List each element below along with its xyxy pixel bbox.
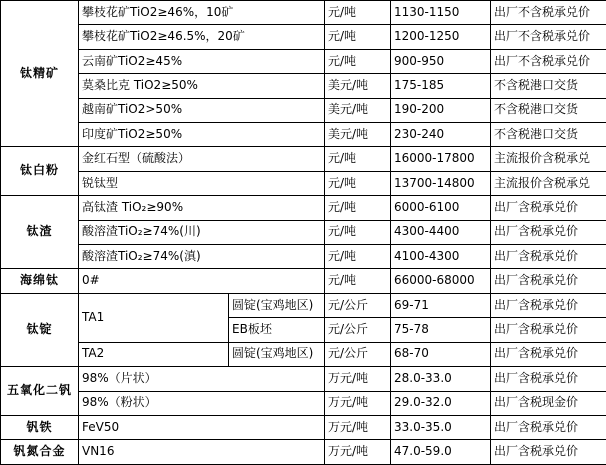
unit-cell: 万元/吨 [325, 391, 391, 415]
price-cell: 900-950 [391, 49, 491, 73]
product-subname: EB板坯 [229, 318, 325, 342]
price-cell: 175-185 [391, 74, 491, 98]
table-row [1, 25, 606, 49]
table-row [1, 196, 606, 220]
note-cell: 出厂含税承兑价 [491, 293, 606, 317]
note-cell: 出厂含税承兑价 [491, 440, 606, 465]
table-row [1, 391, 606, 415]
note-cell: 主流报价含税承兑 [491, 147, 606, 171]
unit-cell: 元/吨 [325, 25, 391, 49]
unit-cell: 元/吨 [325, 245, 391, 269]
price-cell: 6000-6100 [391, 196, 491, 220]
price-table-body [1, 1, 606, 465]
unit-cell: 元/吨 [325, 220, 391, 244]
product-subname: 圆锭(宝鸡地区) [229, 342, 325, 366]
table-row [1, 1, 606, 25]
unit-cell: 元/吨 [325, 49, 391, 73]
price-cell: 1200-1250 [391, 25, 491, 49]
unit-cell: 美元/吨 [325, 123, 391, 147]
table-row [1, 342, 606, 366]
product-name: 高钛渣 TiO₂≥90% [79, 196, 325, 220]
price-cell: 16000-17800 [391, 147, 491, 171]
product-name: 云南矿TiO2≥45% [79, 49, 325, 73]
note-cell: 不含税港口交货 [491, 98, 606, 122]
unit-cell: 元/公斤 [325, 342, 391, 366]
product-name: 98%（粉状） [79, 391, 325, 415]
unit-cell: 元/吨 [325, 171, 391, 195]
product-name: 98%（片状） [79, 367, 325, 391]
unit-cell: 元/公斤 [325, 318, 391, 342]
price-cell: 47.0-59.0 [391, 440, 491, 465]
note-cell: 出厂含税承兑价 [491, 415, 606, 439]
product-subname: 圆锭(宝鸡地区) [229, 293, 325, 317]
product-name: 印度矿TiO2≥50% [79, 123, 325, 147]
table-row [1, 245, 606, 269]
note-cell: 出厂含税承兑价 [491, 318, 606, 342]
table-row [1, 123, 606, 147]
product-name: 攀枝花矿TiO2≥46.5%，20矿 [79, 25, 325, 49]
table-row [1, 415, 606, 439]
note-cell: 出厂含税承兑价 [491, 269, 606, 293]
note-cell: 不含税港口交货 [491, 123, 606, 147]
unit-cell: 万元/吨 [325, 415, 391, 439]
table-row [1, 440, 606, 465]
category-cell: 钛白粉 [1, 147, 79, 196]
unit-cell: 美元/吨 [325, 74, 391, 98]
product-name: 酸溶渣TiO₂≥74%(川) [79, 220, 325, 244]
note-cell: 出厂含税承兑价 [491, 245, 606, 269]
price-cell: 28.0-33.0 [391, 367, 491, 391]
price-cell: 1130-1150 [391, 1, 491, 25]
price-cell: 75-78 [391, 318, 491, 342]
note-cell: 出厂含税承兑价 [491, 367, 606, 391]
note-cell: 出厂含税承兑价 [491, 196, 606, 220]
note-cell: 出厂含税承兑价 [491, 342, 606, 366]
unit-cell: 元/吨 [325, 1, 391, 25]
product-name: 金红石型（硫酸法） [79, 147, 325, 171]
unit-cell: 万元/吨 [325, 367, 391, 391]
price-cell: 190-200 [391, 98, 491, 122]
price-cell: 4100-4300 [391, 245, 491, 269]
note-cell: 出厂不含税承兑价 [491, 1, 606, 25]
table-row [1, 171, 606, 195]
price-cell: 230-240 [391, 123, 491, 147]
category-cell: 钛精矿 [1, 1, 79, 147]
note-cell: 出厂不含税承兑价 [491, 25, 606, 49]
price-cell: 66000-68000 [391, 269, 491, 293]
price-cell: 29.0-32.0 [391, 391, 491, 415]
product-name: 越南矿TiO2>50% [79, 98, 325, 122]
category-cell: 钛锭 [1, 293, 79, 366]
price-cell: 69-71 [391, 293, 491, 317]
table-row [1, 367, 606, 391]
product-name: TA1 [79, 293, 229, 342]
product-name: 锐钛型 [79, 171, 325, 195]
table-row [1, 74, 606, 98]
product-name: 酸溶渣TiO₂≥74%(滇) [79, 245, 325, 269]
price-cell: 68-70 [391, 342, 491, 366]
table-row [1, 269, 606, 293]
table-row [1, 49, 606, 73]
price-cell: 13700-14800 [391, 171, 491, 195]
unit-cell: 元/公斤 [325, 293, 391, 317]
product-name: VN16 [79, 440, 325, 465]
category-cell: 钒氮合金 [1, 440, 79, 465]
unit-cell: 万元/吨 [325, 440, 391, 465]
price-cell: 4300-4400 [391, 220, 491, 244]
unit-cell: 元/吨 [325, 269, 391, 293]
table-row [1, 220, 606, 244]
category-cell: 钒铁 [1, 415, 79, 439]
note-cell: 出厂不含税承兑价 [491, 49, 606, 73]
unit-cell: 美元/吨 [325, 98, 391, 122]
note-cell: 出厂含税现金价 [491, 391, 606, 415]
product-name: 0# [79, 269, 325, 293]
product-name: 莫桑比克 TiO2≥50% [79, 74, 325, 98]
product-name: TA2 [79, 342, 229, 366]
note-cell: 主流报价含税承兑 [491, 171, 606, 195]
table-row [1, 293, 606, 317]
product-name: 攀枝花矿TiO2≥46%，10矿 [79, 1, 325, 25]
note-cell: 不含税港口交货 [491, 74, 606, 98]
product-name: FeV50 [79, 415, 325, 439]
price-cell: 33.0-35.0 [391, 415, 491, 439]
table-row [1, 98, 606, 122]
category-cell: 五氧化二钒 [1, 367, 79, 416]
note-cell: 出厂含税承兑价 [491, 220, 606, 244]
category-cell: 海绵钛 [1, 269, 79, 293]
category-cell: 钛渣 [1, 196, 79, 269]
table-row [1, 147, 606, 171]
unit-cell: 元/吨 [325, 147, 391, 171]
unit-cell: 元/吨 [325, 196, 391, 220]
